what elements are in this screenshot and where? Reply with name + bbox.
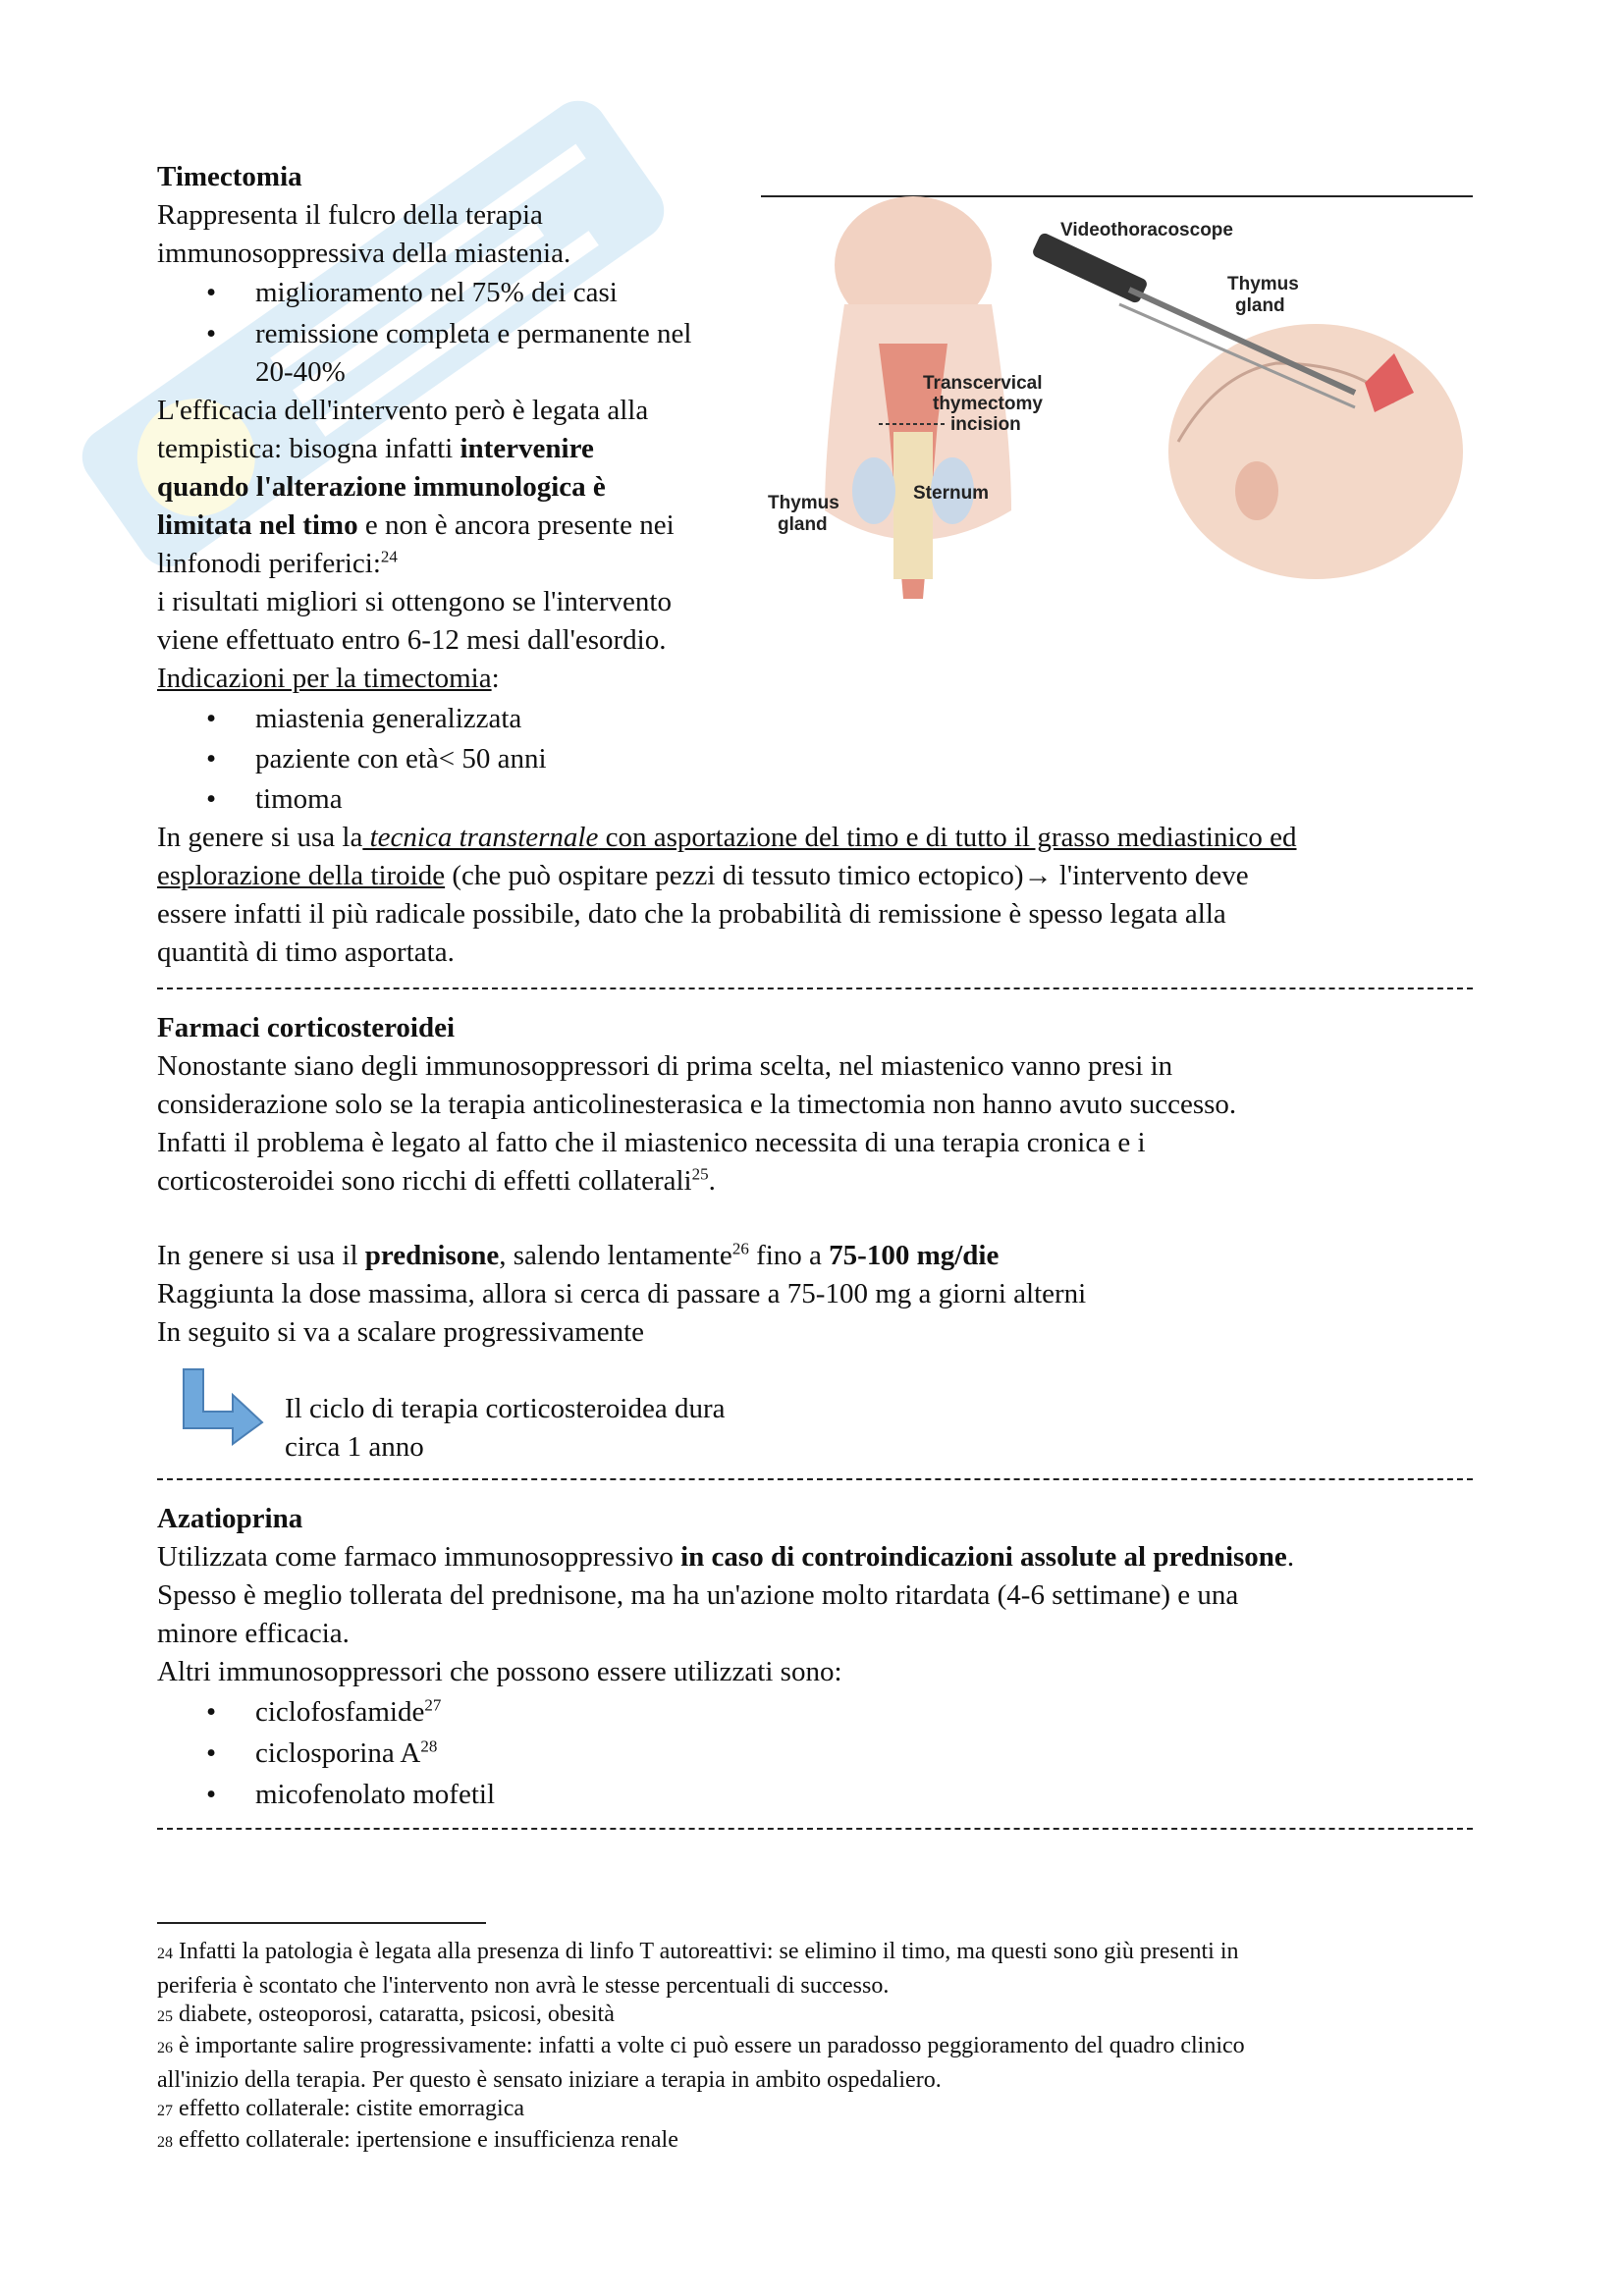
bullet-icon: •	[206, 783, 217, 815]
section-title-timectomia: Timectomia	[157, 161, 302, 192]
list-item-continuation: 20-40%	[255, 356, 346, 388]
footnote-ref: 28	[420, 1736, 438, 1756]
footnote-25: 25 diabete, osteoporosi, cataratta, psicosi, obesità	[157, 2002, 615, 2027]
ear-shape	[1235, 461, 1278, 520]
thymus-left-shape	[852, 457, 895, 524]
aza-line3: minore efficacia.	[157, 1618, 350, 1649]
timectomia-p1-line5: linfonodi periferici:$^{24}$	[157, 547, 398, 579]
timectomia-p2-line2: viene effettuato entro 6-12 mesi dall'esordio.	[157, 624, 667, 656]
timectomia-p2-line1: i risultati migliori si ottengono se l'intervento	[157, 586, 672, 617]
footnote-ref: 26	[731, 1239, 749, 1258]
sternum-shape	[893, 432, 933, 579]
bullet-icon: •	[206, 703, 217, 734]
label-sternum: Sternum	[913, 483, 990, 504]
indications-title: Indicazioni per la timectomia:	[157, 663, 500, 694]
footnote-28: 28 effetto collaterale: ipertensione e insufficienza renale	[157, 2127, 678, 2153]
timectomia-p3-line3: essere infatti il più radicale possibile, dato che la probabilità di remissione è spesso legata alla	[157, 898, 1226, 930]
timectomia-p1-line2: tempistica: bisogna infatti intervenire	[157, 433, 594, 464]
footnote-separator	[157, 1922, 486, 1924]
cortico-line6: Raggiunta la dose massima, allora si cerca di passare a 75-100 mg a giorni alterni	[157, 1278, 1087, 1309]
footnote-ref: 24	[380, 547, 398, 566]
thymectomy-illustration	[766, 196, 1473, 618]
label-thymus-gland-right-2: gland	[1235, 295, 1285, 316]
label-transcervical-2: thymectomy	[933, 394, 1043, 414]
label-thymus-gland-left-2: gland	[778, 514, 828, 535]
cortico-line7: In seguito si va a scalare progressivamente	[157, 1316, 645, 1348]
timectomia-p1-line3: quando l'alterazione immunologica è	[157, 471, 606, 503]
timectomia-p3-line1: In genere si usa la tecnica transternale con asportazione del timo e di tutto il grasso mediastinico ed	[157, 822, 1297, 853]
timectomia-intro-line2: immunosoppressiva della miastenia.	[157, 238, 571, 269]
patient-head-side	[1168, 324, 1463, 579]
timectomia-p1-line4: limitata nel timo e non è ancora presente nei	[157, 509, 675, 541]
bullet-icon: •	[206, 1737, 217, 1769]
aza-line4: Altri immunosoppressori che possono essere utilizzati sono:	[157, 1656, 842, 1687]
footnote-24: 24 Infatti la patologia è legata alla presenza di linfo T autoreattivi: se elimino il timo, ma questi sono giù presenti in periferia è scontato che l'intervento non avrà le stesse percentuali di successo.	[157, 1939, 1239, 1999]
cortico-note-line2: circa 1 anno	[285, 1431, 424, 1463]
section-divider	[157, 1828, 1473, 1832]
bullet-icon: •	[206, 1696, 217, 1728]
footnote-ref: 25	[691, 1164, 709, 1184]
document-page: Timectomia Rappresenta il fulcro della terapia immunosoppressiva della miastenia. • miglioramento nel 75% dei casi • remissione completa e permanente nel 20-40% L'efficacia dell'intervento però è legata alla tempistica: bisogna infatti intervenire quando l'alterazione immunologica è limitata nel timo e non è ancora presente nei linfonodi periferici:$^{24}$ i risultati migliori si ottengono se l'intervento viene effettuato entro 6-12 mesi dall'esordio. Indicazioni per la timectomia: • miastenia generalizzata • paziente con età< 50 anni • timoma In genere si usa la tecnica transternale con asportazione del timo e di tutto il grasso mediastinico ed esplorazione della tiroide (che può ospitare pezzi di tessuto timico ectopico)→ l'intervento deve essere infatti il più radicale possibile, dato che la probabilità di remissione è spesso legata alla quantità di timo asportata. Videothoracoscope Thymus gland Transcervical thymectomy incision Sternum Thymus gland Farmaci corticosteroidei Nonostante siano degli immunosoppressori di prima scelta, nel miastenico vanno presi in considerazione solo se la terapia anticolinesterasica e la timectomia non hanno avuto successo. Infatti il problema è legato al fatto che il miastenico necessita di una terapia cronica e i corticosteroidei sono ricchi di effetti collaterali$^{25}$. In genere si usa il prednisone, salendo lentamente$^{26}$ fino a 75-100 mg/die Raggiunta la dose massima, allora si cerca di passare a 75-100 mg a giorni alterni In seguito si va a scalare progressivamente Il ciclo di terapia corticosteroidea dura circa 1 anno Azatioprina Utilizzata come farmaco immunosoppressivo in caso di controindicazioni assolute al prednisone. Spesso è meglio tollerata del prednisone, ma ha un'azione molto ritardata (4-6 settimane) e una minore efficacia. Altri immunosoppressori che possono essere utilizzati sono: • ciclofosfamide$^{27}$ • ciclosporina $A^{28}$ • micofenolato mofetil 24 Infatti la patologia è legata alla presenza di linfo T autoreattivi: se elimino il timo, ma questi sono giù presenti in periferia è scontato che l'intervento non avrà le stesse percentuali di successo. 25 diabete, osteoporosi, cataratta, psicosi, obesità 26 è importante salire progressivamente: infatti a volte ci può essere un paradosso peggioramento del quadro clinico all'inizio della terapia. Per questo è sensato iniziare a terapia in ambito ospedaliero. 27 effetto collaterale: cistite emorragica 28 effetto collaterale: ipertensione e insufficienza renale	[0, 0, 1623, 2296]
timectomia-intro-line1: Rappresenta il fulcro della terapia	[157, 199, 543, 231]
bullet-icon: •	[206, 743, 217, 774]
aza-line2: Spesso è meglio tollerata del prednisone, ma ha un'azione molto ritardata (4-6 settimane) e una	[157, 1579, 1239, 1611]
aza-line1: Utilizzata come farmaco immunosoppressivo in caso di controindicazioni assolute al prednisone.	[157, 1541, 1295, 1573]
label-thymus-gland-right: Thymus	[1227, 274, 1299, 294]
arrow-icon	[179, 1367, 267, 1446]
label-videothoracoscope: Videothoracoscope	[1060, 220, 1233, 240]
footnote-26: 26 è importante salire progressivamente: infatti a volte ci può essere un paradosso peggioramento del quadro clinico all'inizio della terapia. Per questo è sensato iniziare a terapia in ambito ospedaliero.	[157, 2033, 1245, 2093]
cortico-line1: Nonostante siano degli immunosoppressori di prima scelta, nel miastenico vanno presi in	[157, 1050, 1173, 1082]
section-divider	[157, 988, 1473, 991]
cortico-line4: corticosteroidei sono ricchi di effetti collaterali$^{25}$.	[157, 1164, 716, 1197]
label-thymus-gland-left: Thymus	[768, 493, 839, 513]
label-transcervical: Transcervical	[923, 373, 1043, 394]
bullet-icon: •	[206, 318, 217, 349]
timectomia-p3-line2: esplorazione della tiroide (che può ospitare pezzi di tessuto timico ectopico)→ l'intervento deve	[157, 860, 1249, 891]
cortico-line2: considerazione solo se la terapia anticolinesterasica e la timectomia non hanno avuto successo.	[157, 1089, 1237, 1120]
cortico-note-line1: Il ciclo di terapia corticosteroidea dura	[285, 1393, 726, 1424]
bullet-icon: •	[206, 1779, 217, 1810]
section-title-corticosteroidi: Farmaci corticosteroidei	[157, 1012, 456, 1043]
timectomia-p3-line4: quantità di timo asportata.	[157, 936, 455, 968]
bullet-icon: •	[206, 277, 217, 308]
section-title-azatioprina: Azatioprina	[157, 1503, 303, 1534]
label-transcervical-3: incision	[950, 414, 1021, 435]
footnote-27: 27 effetto collaterale: cistite emorragica	[157, 2096, 525, 2121]
cortico-line3: Infatti il problema è legato al fatto che il miastenico necessita di una terapia cronica e i	[157, 1127, 1146, 1158]
cortico-prednisone-line: In genere si usa il prednisone, salendo lentamente$^{26}$ fino a 75-100 mg/die	[157, 1239, 1000, 1271]
section-divider	[157, 1478, 1473, 1482]
timectomia-p1-line1: L'efficacia dell'intervento però è legata alla	[157, 395, 649, 426]
footnote-ref: 27	[424, 1695, 442, 1715]
